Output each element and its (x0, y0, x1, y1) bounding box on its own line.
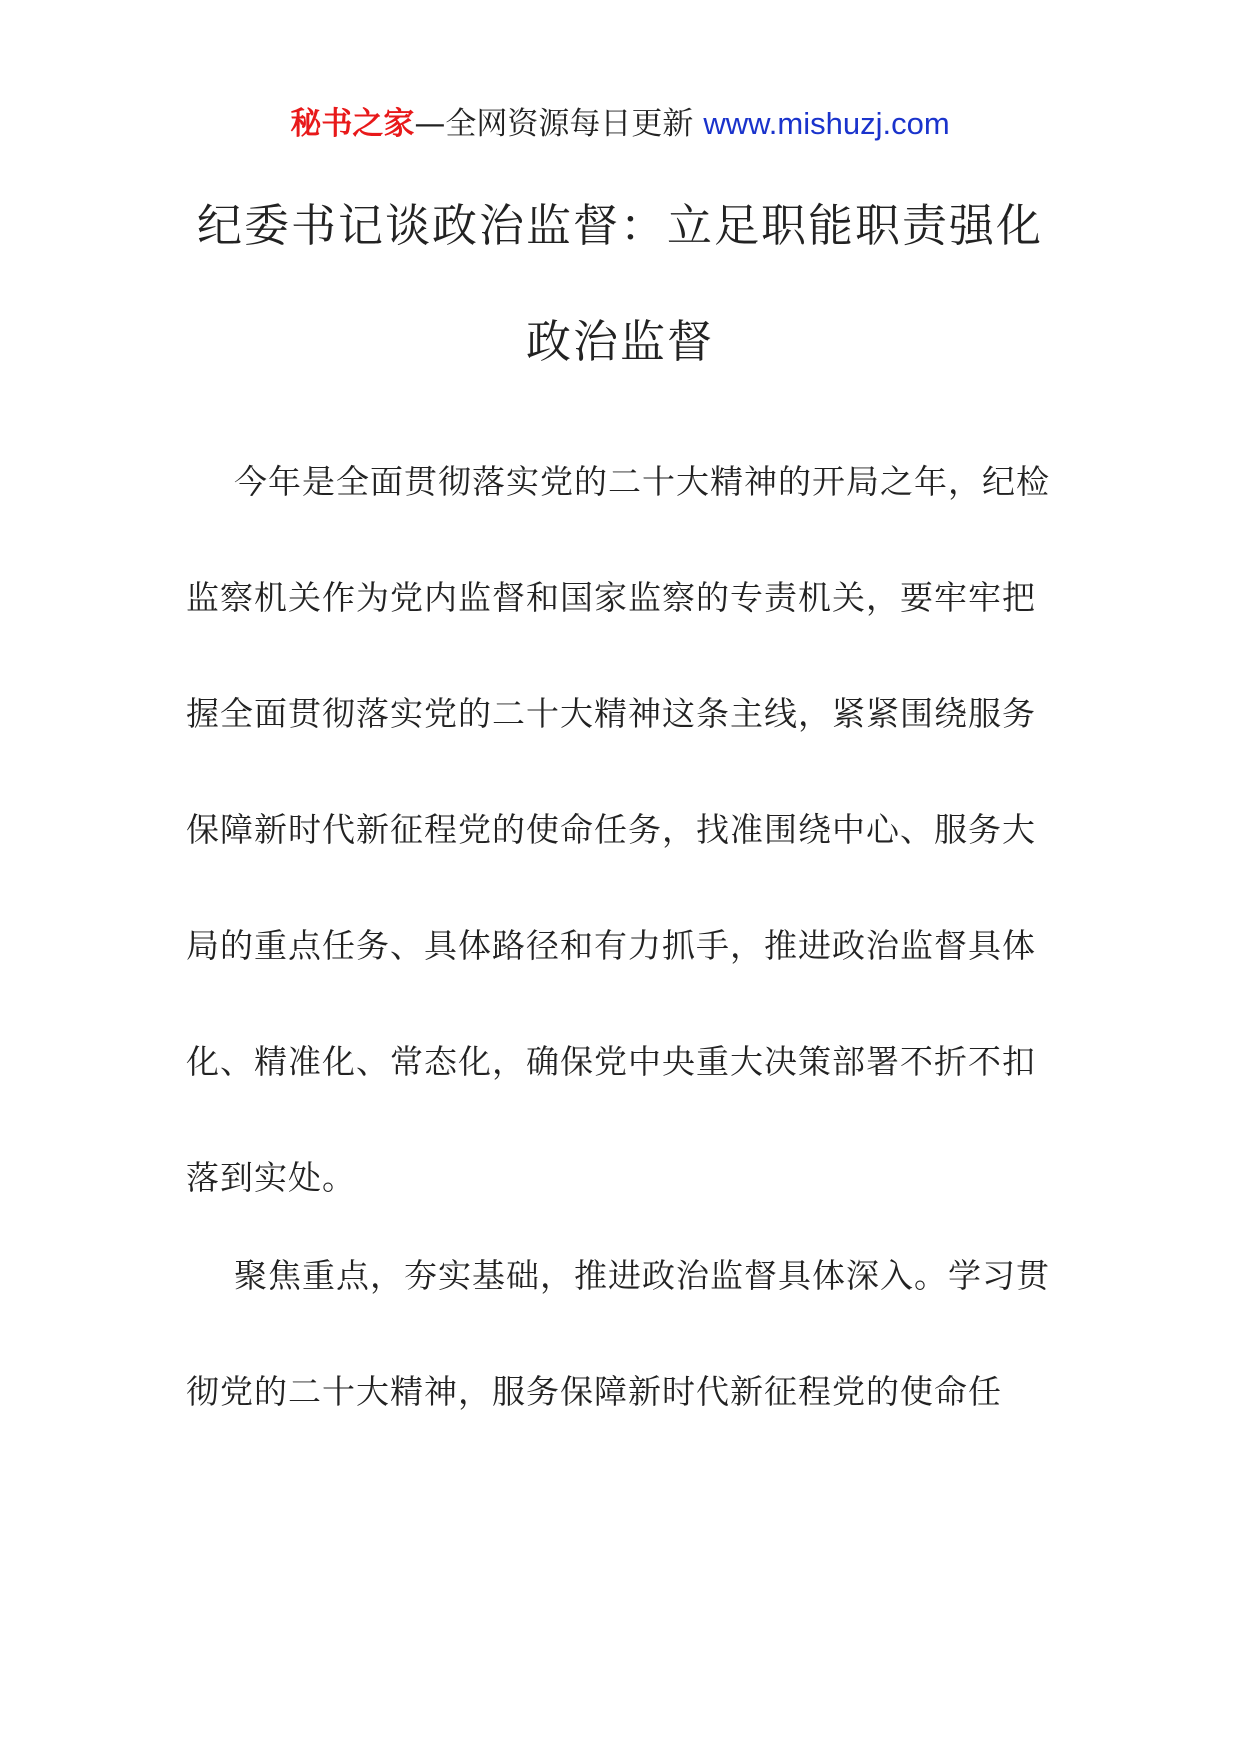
paragraph-1-line-6: 化、精准化、常态化，确保党中央重大决策部署不折不扣 (186, 1042, 1036, 1081)
brand-name: 秘书之家 (290, 106, 415, 142)
paragraph-1-line-3: 握全面贯彻落实党的二十大精神这条主线，紧紧围绕服务 (186, 694, 1036, 733)
site-slogan: —全网资源每日更新 (414, 106, 694, 142)
document-title-line-1: 纪委书记谈政治监督：立足职能职责强化 (196, 199, 1043, 252)
document-title-line-2: 政治监督 (525, 315, 714, 368)
site-header (0, 100, 1240, 148)
paragraph-1-line-2: 监察机关作为党内监督和国家监察的专责机关，要牢牢把 (186, 578, 1036, 617)
site-url-link[interactable]: www.mishuzj.com (703, 106, 950, 141)
paragraph-1-line-7: 落到实处。 (186, 1158, 356, 1197)
paragraph-1-line-1: 今年是全面贯彻落实党的二十大精神的开局之年，纪检 (234, 462, 1050, 501)
paragraph-1-line-4: 保障新时代新征程党的使命任务，找准围绕中心、服务大 (186, 810, 1036, 849)
paragraph-2-line-2: 彻党的二十大精神，服务保障新时代新征程党的使命任 (186, 1372, 1002, 1411)
paragraph-1-line-5: 局的重点任务、具体路径和有力抓手，推进政治监督具体 (186, 926, 1036, 965)
paragraph-2-line-1: 聚焦重点，夯实基础，推进政治监督具体深入。学习贯 (234, 1256, 1050, 1295)
